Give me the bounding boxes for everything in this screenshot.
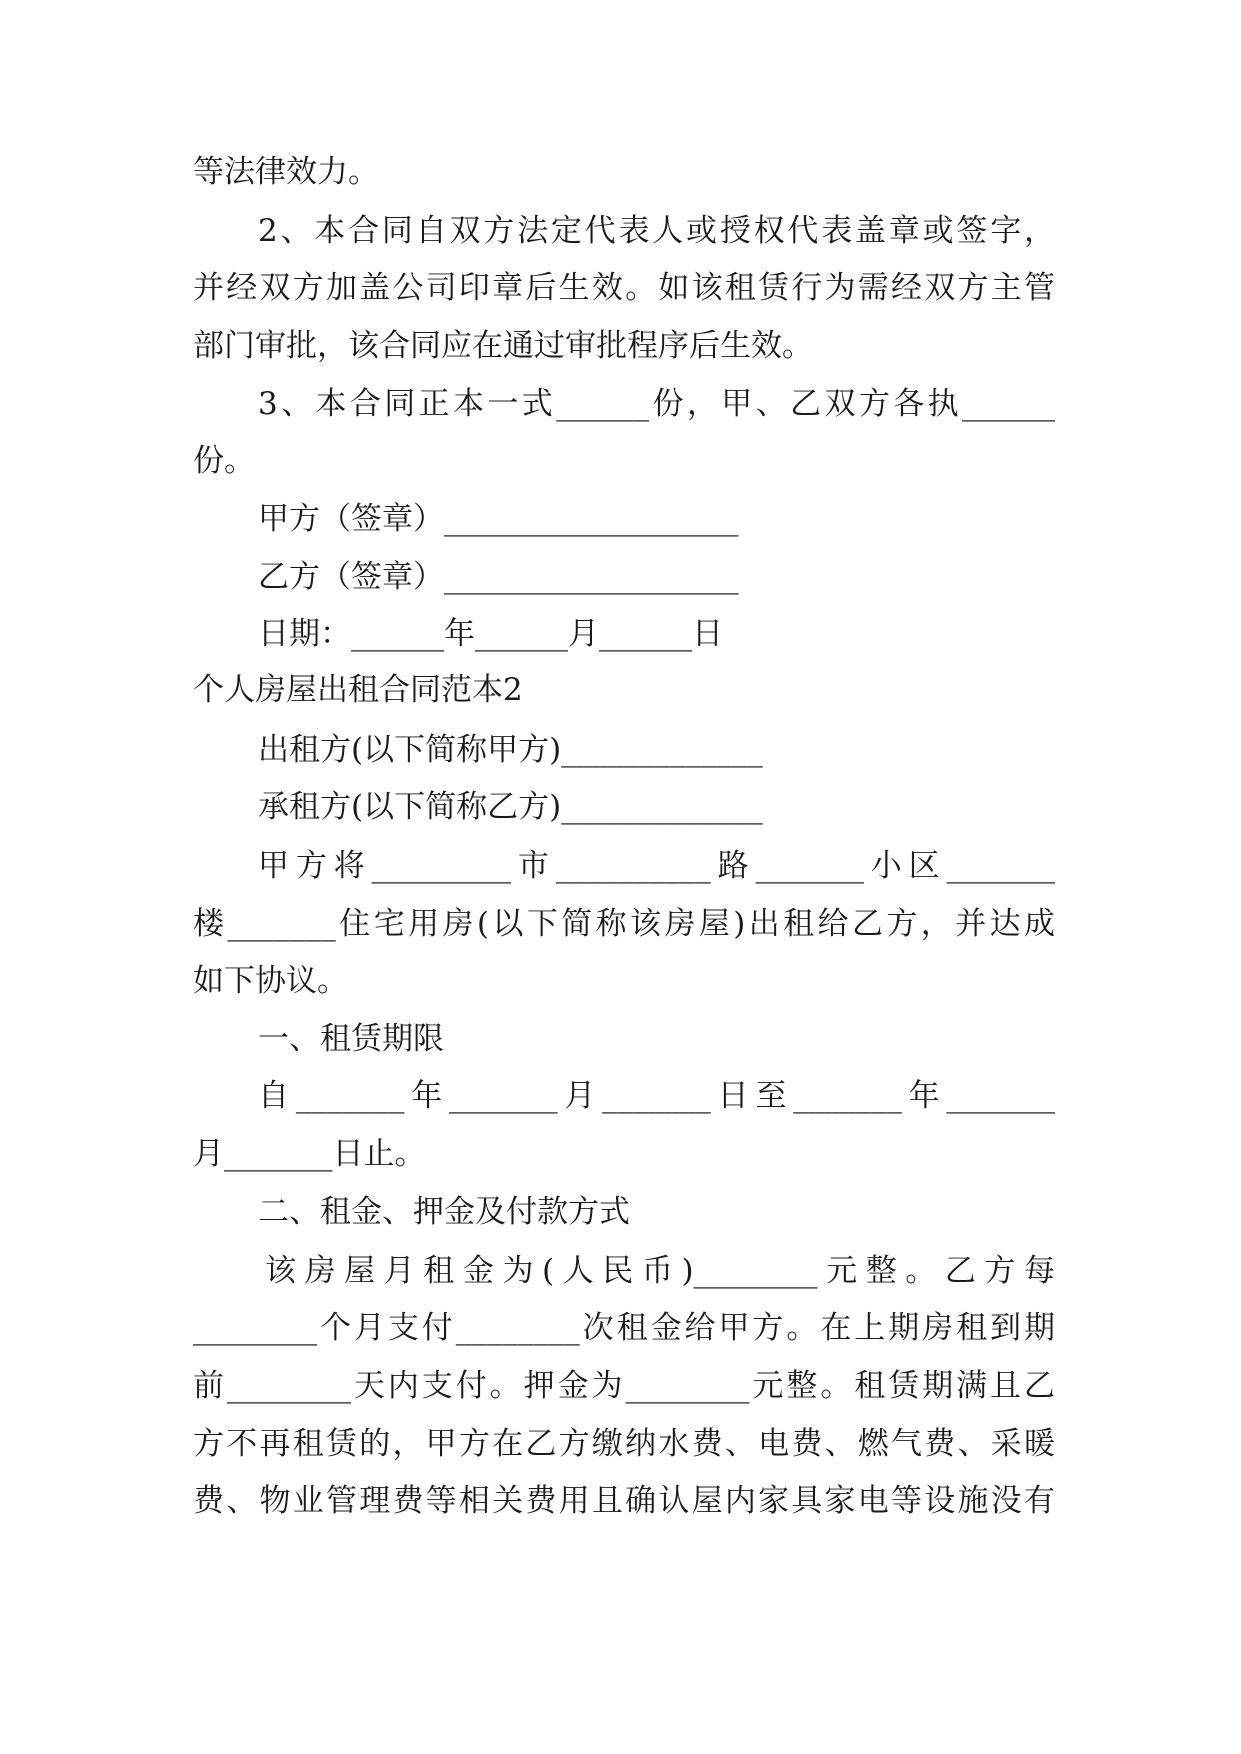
paragraph-line: 出租方(以下简称甲方)_____________ — [258, 732, 763, 768]
paragraph-line: 费、物业管理费等相关费用且确认屋内家具家电等设施没有 — [193, 1483, 1055, 1519]
date-line: 日期：______年______月______日 — [258, 616, 723, 652]
paragraph-line: 月_______日止。 — [193, 1136, 426, 1172]
paragraph-line: 楼_______住宅用房(以下简称该房屋)出租给乙方，并达成 — [193, 906, 1055, 942]
paragraph-line: ________个月支付________次租金给甲方。在上期房租到期 — [193, 1310, 1055, 1346]
section-heading: 二、租金、押金及付款方式 — [258, 1194, 630, 1230]
paragraph-line: 甲方将_________市__________路_______小区_______ — [258, 848, 1055, 884]
paragraph-line: 如下协议。 — [193, 963, 348, 999]
paragraph-line: 部门审批，该合同应在通过审批程序后生效。 — [193, 328, 813, 364]
paragraph-line: 自_______年_______月_______日至_______年_______ — [258, 1078, 1055, 1114]
paragraph-line: 该房屋月租金为(人民币)________元整。乙方每 — [265, 1253, 1055, 1289]
signature-line-party-b: 乙方（签章）___________________ — [258, 559, 739, 595]
section-title: 个人房屋出租合同范本2 — [193, 672, 523, 708]
paragraph-line: 前________天内支付。押金为________元整。租赁期满且乙 — [193, 1368, 1055, 1404]
paragraph-line: 3、本合同正本一式______份，甲、乙双方各执______ — [258, 386, 1055, 422]
paragraph-line: 承租方(以下简称乙方)_____________ — [258, 789, 763, 825]
paragraph-line: 并经双方加盖公司印章后生效。如该租赁行为需经双方主管 — [193, 270, 1055, 306]
paragraph-line: 2、本合同自双方法定代表人或授权代表盖章或签字， — [258, 213, 1055, 249]
section-heading: 一、租赁期限 — [258, 1021, 444, 1057]
paragraph-line: 方不再租赁的，甲方在乙方缴纳水费、电费、燃气费、采暖 — [193, 1426, 1055, 1462]
paragraph-line: 等法律效力。 — [193, 154, 379, 190]
signature-line-party-a: 甲方（签章）___________________ — [258, 501, 739, 537]
paragraph-line: 份。 — [193, 443, 255, 479]
